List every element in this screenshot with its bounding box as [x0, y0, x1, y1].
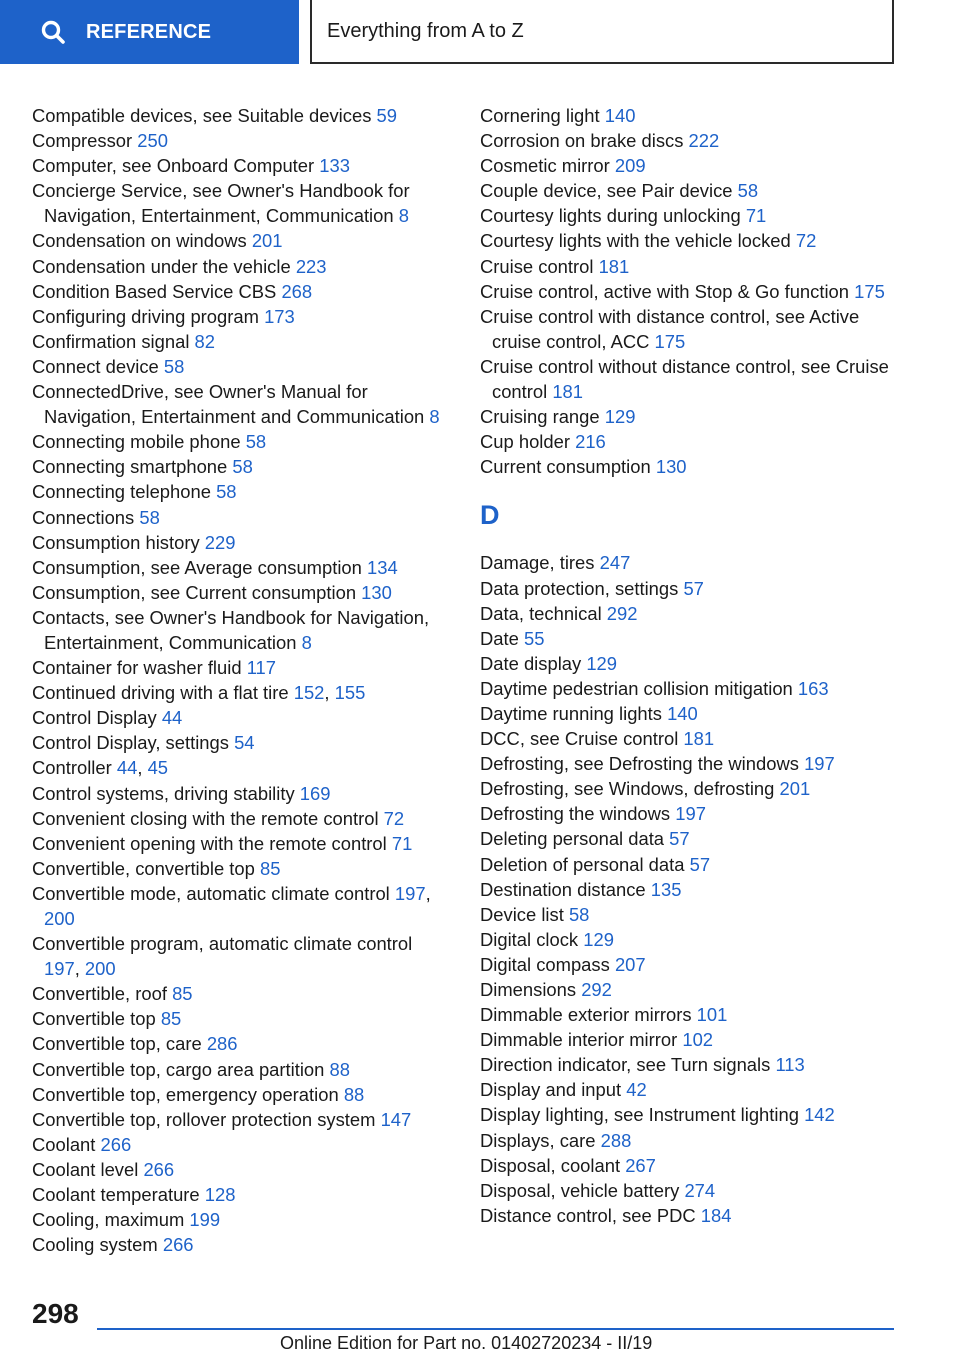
- index-entry-text: Cooling, maximum: [32, 1209, 185, 1231]
- index-entry-text: Couple device, see Pair device: [480, 180, 733, 202]
- page-reference-link[interactable]: 117: [246, 657, 277, 679]
- index-entry-text: Contacts, see Owner's Handbook for Navigation, Entertainment, Communication: [32, 606, 430, 653]
- index-entry-text: Computer, see Onboard Computer: [32, 155, 315, 177]
- index-entry-text: Digital compass: [480, 953, 610, 975]
- index-entry-text: Daytime pedestrian collision mitigation: [480, 677, 793, 699]
- index-entry: [32, 429, 452, 454]
- index-entry: [480, 576, 900, 601]
- index-entry-text: Convertible, roof: [32, 983, 167, 1005]
- index-entry-text: Cornering light: [480, 105, 600, 126]
- index-entry: [480, 676, 900, 701]
- index-entry: [32, 479, 452, 504]
- index-entry-text: Cooling system: [32, 1234, 158, 1256]
- page-reference-link[interactable]: 207: [614, 953, 646, 975]
- index-entry-text: Convertible top, care: [32, 1033, 202, 1055]
- page-reference-link[interactable]: 199: [189, 1209, 221, 1231]
- index-entry-text: Convertible top, cargo area partition: [32, 1058, 325, 1080]
- page-reference-link[interactable]: 200: [44, 908, 75, 929]
- page-reference-link[interactable]: 286: [206, 1033, 238, 1055]
- index-entry: [32, 1057, 452, 1082]
- page-reference-link[interactable]: 247: [599, 552, 631, 574]
- index-entry-text: Courtesy lights with the vehicle locked: [480, 230, 791, 252]
- page-reference-link[interactable]: 152: [293, 682, 325, 704]
- index-entry-text: Convertible top: [32, 1008, 156, 1030]
- page-reference-link[interactable]: 55: [523, 627, 545, 649]
- index-entry-text: Cosmetic mirror: [480, 155, 610, 177]
- index-entry: [480, 103, 900, 128]
- page-reference-link[interactable]: 54: [234, 732, 255, 754]
- index-entry-text: Cruise control, active with Stop & Go function: [480, 280, 850, 302]
- index-entry: [480, 701, 900, 726]
- page-reference-link[interactable]: 58: [139, 506, 160, 528]
- index-entry-text: Device list: [480, 903, 564, 925]
- page-reference-link[interactable]: 88: [343, 1083, 365, 1105]
- index-entry: [32, 806, 452, 831]
- index-entry-text: Distance control, see PDC: [480, 1204, 696, 1226]
- index-entry-text: Displays, care: [480, 1129, 596, 1151]
- page-reference-link[interactable]: 71: [391, 832, 413, 854]
- index-entry: [32, 103, 452, 128]
- index-entry-text: Condensation under the vehicle: [32, 255, 291, 277]
- index-entry: [32, 831, 452, 856]
- page-reference-link[interactable]: 82: [194, 330, 216, 352]
- section-header: [310, 0, 894, 64]
- index-entry-text: Concierge Service, see Owner's Handbook for Navigation, Entertainment, Communication: [32, 180, 410, 227]
- index-column-left: [32, 103, 452, 1257]
- index-entry: Convertible mode, automatic climate control 197, 200: [32, 882, 431, 929]
- index-entry-text: Connect device: [32, 355, 159, 377]
- index-entry: [32, 530, 452, 555]
- index-entry: [480, 178, 900, 203]
- index-entry: [480, 651, 900, 676]
- page-reference-link[interactable]: 44: [116, 757, 138, 779]
- index-entry: [480, 902, 900, 927]
- index-entry-text: Control systems, driving stability: [32, 782, 295, 804]
- index-entry: [480, 454, 900, 479]
- index-entry: [32, 1182, 452, 1207]
- index-entry-text: Courtesy lights during unlocking: [480, 205, 741, 227]
- index-entry-text: Dimmable exterior mirrors: [480, 1004, 692, 1026]
- page-reference-link[interactable]: 58: [245, 431, 267, 453]
- page-reference-link[interactable]: 58: [232, 456, 253, 478]
- index-entry-text: Compatible devices, see Suitable devices: [32, 105, 372, 126]
- index-entry-text: Cruise control without distance control, see Cruise control: [480, 355, 889, 403]
- edition-info: Online Edition for Part no. 01402720234 - II/19: [280, 1333, 653, 1353]
- index-entry: [480, 404, 900, 429]
- index-entry-text: DCC, see Cruise control: [480, 728, 679, 750]
- index-entry: [32, 555, 452, 580]
- page-reference-link[interactable]: 130: [361, 581, 392, 603]
- index-entry-text: Connecting telephone: [32, 481, 211, 503]
- index-entry-text: Deleting personal data: [480, 828, 665, 850]
- index-entry-text: Date display: [480, 652, 582, 674]
- index-entry-text: Compressor: [32, 130, 133, 152]
- footer-divider: [97, 1328, 894, 1330]
- page-reference-link[interactable]: 197: [394, 882, 426, 904]
- page-reference-link[interactable]: 88: [329, 1058, 350, 1080]
- page-reference-link[interactable]: 266: [162, 1234, 194, 1256]
- index-entry-text: Disposal, coolant: [480, 1154, 621, 1176]
- index-entry-text: Convenient opening with the remote control: [32, 832, 387, 854]
- page-reference-link[interactable]: 147: [380, 1108, 412, 1130]
- index-entry-text: Date: [480, 627, 519, 649]
- index-entry: [32, 128, 452, 153]
- reference-tab[interactable]: [0, 0, 299, 64]
- index-entry-text: Connecting mobile phone: [32, 431, 241, 453]
- index-entry: [480, 877, 900, 902]
- index-entry: Controller 44, 45: [32, 757, 169, 779]
- index-entry: [480, 203, 900, 228]
- page-reference-link[interactable]: 85: [172, 983, 193, 1005]
- page-reference-link[interactable]: 184: [700, 1204, 732, 1226]
- page-reference-link[interactable]: 71: [745, 205, 767, 227]
- index-entry: [480, 1203, 900, 1228]
- index-entry: [480, 977, 900, 1002]
- index-entry-text: Data protection, settings: [480, 577, 679, 599]
- index-entry: [32, 454, 452, 479]
- page-reference-link[interactable]: 181: [683, 728, 715, 750]
- index-entry: [480, 1027, 900, 1052]
- index-entry-text: Container for washer fluid: [32, 657, 242, 679]
- index-entry: [480, 254, 900, 279]
- index-entry-text: Dimensions: [480, 979, 577, 1000]
- index-entry-text: Control Display: [32, 707, 157, 729]
- page-reference-link[interactable]: 201: [779, 778, 811, 800]
- index-entry: [480, 354, 900, 404]
- index-entry: [32, 781, 452, 806]
- index-entry: [32, 505, 452, 530]
- page-reference-link[interactable]: 8: [429, 406, 440, 428]
- page-reference-link[interactable]: 274: [684, 1179, 716, 1201]
- page-reference-link[interactable]: 45: [147, 757, 169, 779]
- page-reference-link[interactable]: 292: [581, 979, 612, 1000]
- page-reference-link[interactable]: 58: [568, 903, 590, 925]
- page-reference-link[interactable]: 8: [398, 205, 409, 227]
- page-reference-link[interactable]: 175: [654, 330, 686, 352]
- page-reference-link[interactable]: 173: [264, 305, 295, 327]
- page-reference-link[interactable]: 169: [299, 782, 331, 804]
- page-reference-link[interactable]: 102: [682, 1029, 714, 1051]
- page-reference-link[interactable]: 44: [161, 707, 183, 729]
- index-entry-text: Dimmable interior mirror: [480, 1029, 678, 1051]
- index-entry-text: Connections: [32, 506, 135, 528]
- page-reference-link[interactable]: 142: [804, 1104, 835, 1126]
- index-entry-text: Connecting smartphone: [32, 456, 228, 478]
- index-entry-text: Cruising range: [480, 406, 600, 428]
- reference-tab-label: REFERENCE: [86, 20, 212, 43]
- index-entry-text: Controller: [32, 757, 112, 779]
- index-entry: [480, 801, 900, 826]
- index-entry: [480, 626, 900, 651]
- page-reference-link[interactable]: 216: [575, 431, 606, 453]
- index-entry: [480, 1178, 900, 1203]
- page-reference-link[interactable]: 129: [583, 928, 614, 950]
- index-entry-text: ConnectedDrive, see Owner's Manual for Navigation, Entertainment and Communication: [32, 381, 425, 428]
- index-entry: Convertible program, automatic climate control 197, 200: [32, 933, 413, 980]
- index-entry-text: Convertible top, emergency operation: [32, 1083, 339, 1105]
- index-entry: [32, 178, 452, 228]
- page-reference-link[interactable]: 222: [688, 130, 720, 152]
- page-reference-link[interactable]: 155: [334, 682, 366, 704]
- index-group-d: [480, 550, 900, 1228]
- index-entry-text: Continued driving with a flat tire: [32, 682, 289, 704]
- index-entry-text: Defrosting, see Windows, defrosting: [480, 778, 775, 800]
- index-entry-text: Cruise control: [480, 255, 594, 277]
- index-entry-text: Consumption history: [32, 531, 200, 553]
- index-entry: [32, 655, 452, 680]
- index-entry: [32, 228, 452, 253]
- page-reference-link[interactable]: 197: [675, 803, 706, 825]
- index-entry-text: Consumption, see Average consumption: [32, 556, 362, 578]
- page-reference-link[interactable]: 8: [301, 631, 312, 653]
- index-entry: [480, 304, 900, 354]
- page-reference-link[interactable]: 163: [797, 677, 829, 699]
- index-entry-text: Direction indicator, see Turn signals: [480, 1054, 771, 1076]
- index-entry: [480, 429, 900, 454]
- page-reference-link[interactable]: 266: [143, 1158, 175, 1180]
- index-entry: [32, 354, 452, 379]
- index-entry: [480, 128, 900, 153]
- index-entry: [480, 1052, 900, 1077]
- page-reference-link[interactable]: 201: [251, 230, 283, 252]
- page-reference-link[interactable]: 134: [367, 556, 398, 578]
- index-entry-text: Coolant level: [32, 1158, 139, 1180]
- index-entry: [32, 153, 452, 178]
- index-entry: [32, 705, 452, 730]
- page-reference-link[interactable]: 200: [84, 958, 116, 980]
- page-number: 298: [32, 1298, 79, 1329]
- index-entry: [32, 1031, 452, 1056]
- index-entry-text: Destination distance: [480, 878, 646, 900]
- index-entry: [480, 1077, 900, 1102]
- index-entry: [480, 1153, 900, 1178]
- page-reference-link[interactable]: 209: [614, 155, 646, 177]
- index-entry-text: Condensation on windows: [32, 230, 247, 252]
- page-reference-link[interactable]: 133: [319, 155, 350, 177]
- page-reference-link[interactable]: 181: [552, 381, 584, 403]
- page-reference-link[interactable]: 181: [598, 255, 630, 277]
- index-entry: [480, 927, 900, 952]
- index-entry: [480, 751, 900, 776]
- index-entry-text: Convertible, convertible top: [32, 857, 255, 879]
- index-entry-text: Display and input: [480, 1079, 622, 1101]
- index-entry-text: Coolant: [32, 1133, 96, 1155]
- index-entry-text: Corrosion on brake discs: [480, 130, 684, 152]
- index-entry: [32, 1157, 452, 1182]
- section-letter-d: D: [480, 500, 500, 531]
- page-reference-link[interactable]: 72: [795, 230, 817, 252]
- index-entry: [32, 279, 452, 304]
- page-reference-link[interactable]: 129: [604, 406, 636, 428]
- index-entry-text: Convertible program, automatic climate control: [32, 933, 413, 955]
- index-entry-text: Damage, tires: [480, 552, 595, 574]
- page-reference-link[interactable]: 140: [667, 702, 698, 724]
- page-reference-link[interactable]: 197: [804, 753, 835, 775]
- index-entry: [32, 856, 452, 881]
- page-reference-link[interactable]: 101: [696, 1004, 728, 1026]
- index-entry: [32, 1232, 452, 1257]
- index-entry-text: Defrosting the windows: [480, 803, 671, 825]
- index-entry-text: Daytime running lights: [480, 702, 662, 724]
- page-reference-link[interactable]: 197: [44, 958, 75, 980]
- page-reference-link[interactable]: 229: [204, 531, 236, 553]
- index-entry: [32, 304, 452, 329]
- page-reference-link[interactable]: 85: [160, 1008, 182, 1030]
- index-entry-text: Deletion of personal data: [480, 853, 685, 875]
- index-entry-text: Display lighting, see Instrument lighting: [480, 1104, 799, 1126]
- index-entry: [32, 1132, 452, 1157]
- index-entry-text: Defrosting, see Defrosting the windows: [480, 753, 799, 775]
- page-reference-link[interactable]: 130: [655, 456, 687, 478]
- page-reference-link[interactable]: 223: [295, 255, 327, 277]
- index-entry: [480, 826, 900, 851]
- index-entry: [480, 1002, 900, 1027]
- index-entry: [32, 730, 452, 755]
- index-entry: [32, 1107, 452, 1132]
- page-reference-link[interactable]: 128: [204, 1184, 236, 1206]
- page-reference-link[interactable]: 268: [281, 280, 313, 302]
- index-entry: [480, 776, 900, 801]
- page-reference-link[interactable]: 113: [775, 1054, 805, 1076]
- index-entry: [480, 228, 900, 253]
- index-entry-text: Disposal, vehicle battery: [480, 1179, 680, 1201]
- index-entry: [32, 1207, 452, 1232]
- index-entry: Continued driving with a flat tire 152, 155: [32, 682, 366, 704]
- page-reference-link[interactable]: 135: [650, 878, 682, 900]
- section-title: Everything from A to Z: [327, 19, 524, 42]
- index-entry: [480, 1102, 900, 1127]
- page-reference-link[interactable]: 292: [606, 602, 638, 624]
- page-reference-link[interactable]: 72: [383, 807, 405, 829]
- page-reference-link[interactable]: 42: [626, 1079, 647, 1101]
- index-entry-text: Current consumption: [480, 456, 651, 478]
- index-entry-text: Convertible mode, automatic climate control: [32, 882, 390, 904]
- page-reference-link[interactable]: 266: [100, 1133, 132, 1155]
- page-reference-link[interactable]: 58: [737, 180, 759, 202]
- index-entry: [32, 1082, 452, 1107]
- index-group-c: [480, 103, 900, 479]
- index-entry: [480, 550, 900, 575]
- index-entry-text: Control Display, settings: [32, 732, 229, 754]
- index-entry: [480, 726, 900, 751]
- index-entry: [32, 605, 452, 655]
- index-column-right: [480, 103, 900, 1228]
- index-entry: [480, 279, 900, 304]
- index-entry-text: Cruise control with distance control, see Active cruise control, ACC: [480, 305, 860, 352]
- page-reference-link[interactable]: 129: [586, 652, 618, 674]
- page-reference-link[interactable]: 85: [259, 857, 281, 879]
- index-entry-text: Convertible top, rollover protection system: [32, 1108, 376, 1130]
- page-reference-link[interactable]: 288: [600, 1129, 632, 1151]
- page-reference-link[interactable]: 175: [854, 280, 885, 302]
- index-entry-text: Confirmation signal: [32, 330, 190, 352]
- index-entry-text: Condition Based Service CBS: [32, 280, 277, 302]
- index-entry: [480, 153, 900, 178]
- page-reference-link[interactable]: 57: [669, 828, 690, 850]
- index-entry-text: Data, technical: [480, 602, 602, 624]
- page-reference-link[interactable]: 58: [216, 481, 237, 503]
- page-reference-link[interactable]: 267: [625, 1154, 656, 1176]
- index-entry-text: Configuring driving program: [32, 305, 259, 327]
- index-entry: [32, 254, 452, 279]
- search-icon: [40, 19, 66, 45]
- index-entry: [32, 329, 452, 354]
- index-entry: [480, 952, 900, 977]
- index-entry-text: Cup holder: [480, 431, 570, 453]
- index-entry: [32, 1006, 452, 1031]
- page-reference-link[interactable]: 140: [604, 105, 636, 126]
- page-reference-link[interactable]: 59: [376, 105, 397, 126]
- index-entry-text: Consumption, see Current consumption: [32, 581, 357, 603]
- page-reference-link[interactable]: 58: [163, 355, 185, 377]
- index-entry: [480, 852, 900, 877]
- page-reference-link[interactable]: 57: [683, 577, 704, 599]
- index-entry: [480, 601, 900, 626]
- index-entry: [32, 580, 452, 605]
- index-entry: [480, 1128, 900, 1153]
- page-reference-link[interactable]: 250: [137, 130, 168, 152]
- index-entry-text: Digital clock: [480, 928, 579, 950]
- index-entry-text: Coolant temperature: [32, 1184, 200, 1206]
- index-entry-text: Convenient closing with the remote control: [32, 807, 379, 829]
- page-reference-link[interactable]: 57: [689, 853, 711, 875]
- index-entry: [32, 379, 452, 429]
- index-entry: [32, 981, 452, 1006]
